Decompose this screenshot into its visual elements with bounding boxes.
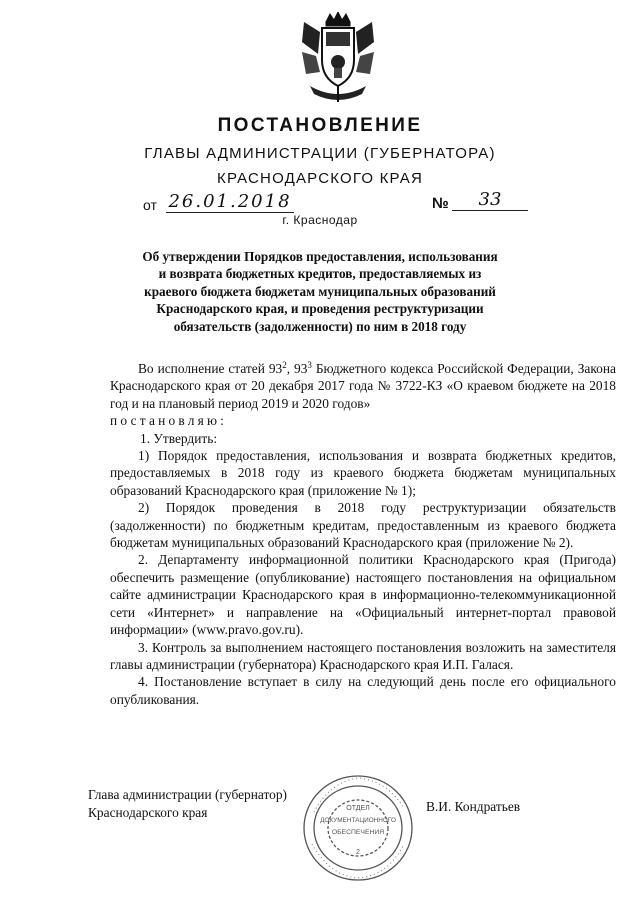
document-number: 33 xyxy=(452,189,528,211)
city-label: г. Краснодар xyxy=(282,213,358,227)
date-label: от xyxy=(143,197,157,213)
position-line: Глава администрации (губернатор) xyxy=(88,787,288,802)
stamp-number: 2 xyxy=(356,849,360,856)
position-line: Краснодарского края xyxy=(88,805,208,820)
clause-2: 2. Департаменту информационной политики Краснодарского края (Пригода) обеспечить размещение (опубликование) настоящего постановления на официальном сайте администрации Краснодарского края в информационно-телекоммуникационной сети «Интернет» и направление на «Официальный интернет-портал правовой информации» (www.pravo.gov.ru). xyxy=(110,552,616,638)
document-body xyxy=(110,360,616,708)
stamp-line-1: ОТДЕЛ xyxy=(346,805,370,812)
superscript: 3 xyxy=(307,360,312,370)
coat-of-arms-emblem xyxy=(296,12,380,104)
intro-paragraph xyxy=(110,360,616,412)
number-label: № xyxy=(432,195,449,212)
clause-1-1: 1) Порядок предоставления, использования и возврата бюджетных кредитов, предоставляемых в 2018 году из краевого бюджета бюджетам муниципальных образований Краснодарского края (приложение № 1); xyxy=(110,448,616,498)
stamp-line-3: ОБЕСПЕЧЕНИЯ xyxy=(331,829,385,836)
signatory-name: В.И. Кондратьев xyxy=(426,799,521,814)
clause-1: 1. Утвердить: xyxy=(140,430,218,446)
clause-4: 4. Постановление вступает в силу на следующий день после его официального опубликования. xyxy=(110,674,616,707)
decree-word: постановляю: xyxy=(110,413,228,429)
document-date: 26.01.2018 xyxy=(166,191,294,213)
office-stamp xyxy=(300,772,416,884)
intro-part: , 93 xyxy=(286,361,308,376)
clause-1-2: 2) Порядок проведения в 2018 году реструктуризации обязательств (задолженности) по бюджетным кредитам, предоставленным из краевого бюджета бюджетам муниципальных образований Краснодарского края (приложение № 2). xyxy=(110,500,616,551)
document-subject-title: Об утверждении Порядков предоставления, использования и возврата бюджетных кредитов, предоставляемых из краевого бюджета бюджетам муниципальных образований Краснодарского края, и проведения реструктуризации обязательств (задолженности) по ним в 2018 году xyxy=(142,249,498,334)
doc-type-title: ПОСТАНОВЛЕНИЕ xyxy=(217,115,423,136)
region-line: КРАСНОДАРСКОГО КРАЯ xyxy=(217,170,423,187)
authority-line: ГЛАВЫ АДМИНИСТРАЦИИ (ГУБЕРНАТОРА) xyxy=(144,145,496,162)
stamp-line-2: ДОКУМЕНТАЦИОННОГО xyxy=(320,817,396,824)
signatory-position xyxy=(88,786,287,822)
intro-part: Бюджетного кодекса Российской Федерации, Закона Краснодарского края от 20 декабря 2017 года № 3722-КЗ «О краевом бюджете на 2018 год и на плановый период 2019 и 2020 годов» xyxy=(110,361,616,411)
superscript: 2 xyxy=(282,360,287,370)
intro-part: Во исполнение статей 93 xyxy=(138,361,283,376)
clause-3: 3. Контроль за выполнением настоящего постановления возложить на заместителя главы администрации (губернатора) Краснодарского края И.П. Галася. xyxy=(110,639,616,672)
